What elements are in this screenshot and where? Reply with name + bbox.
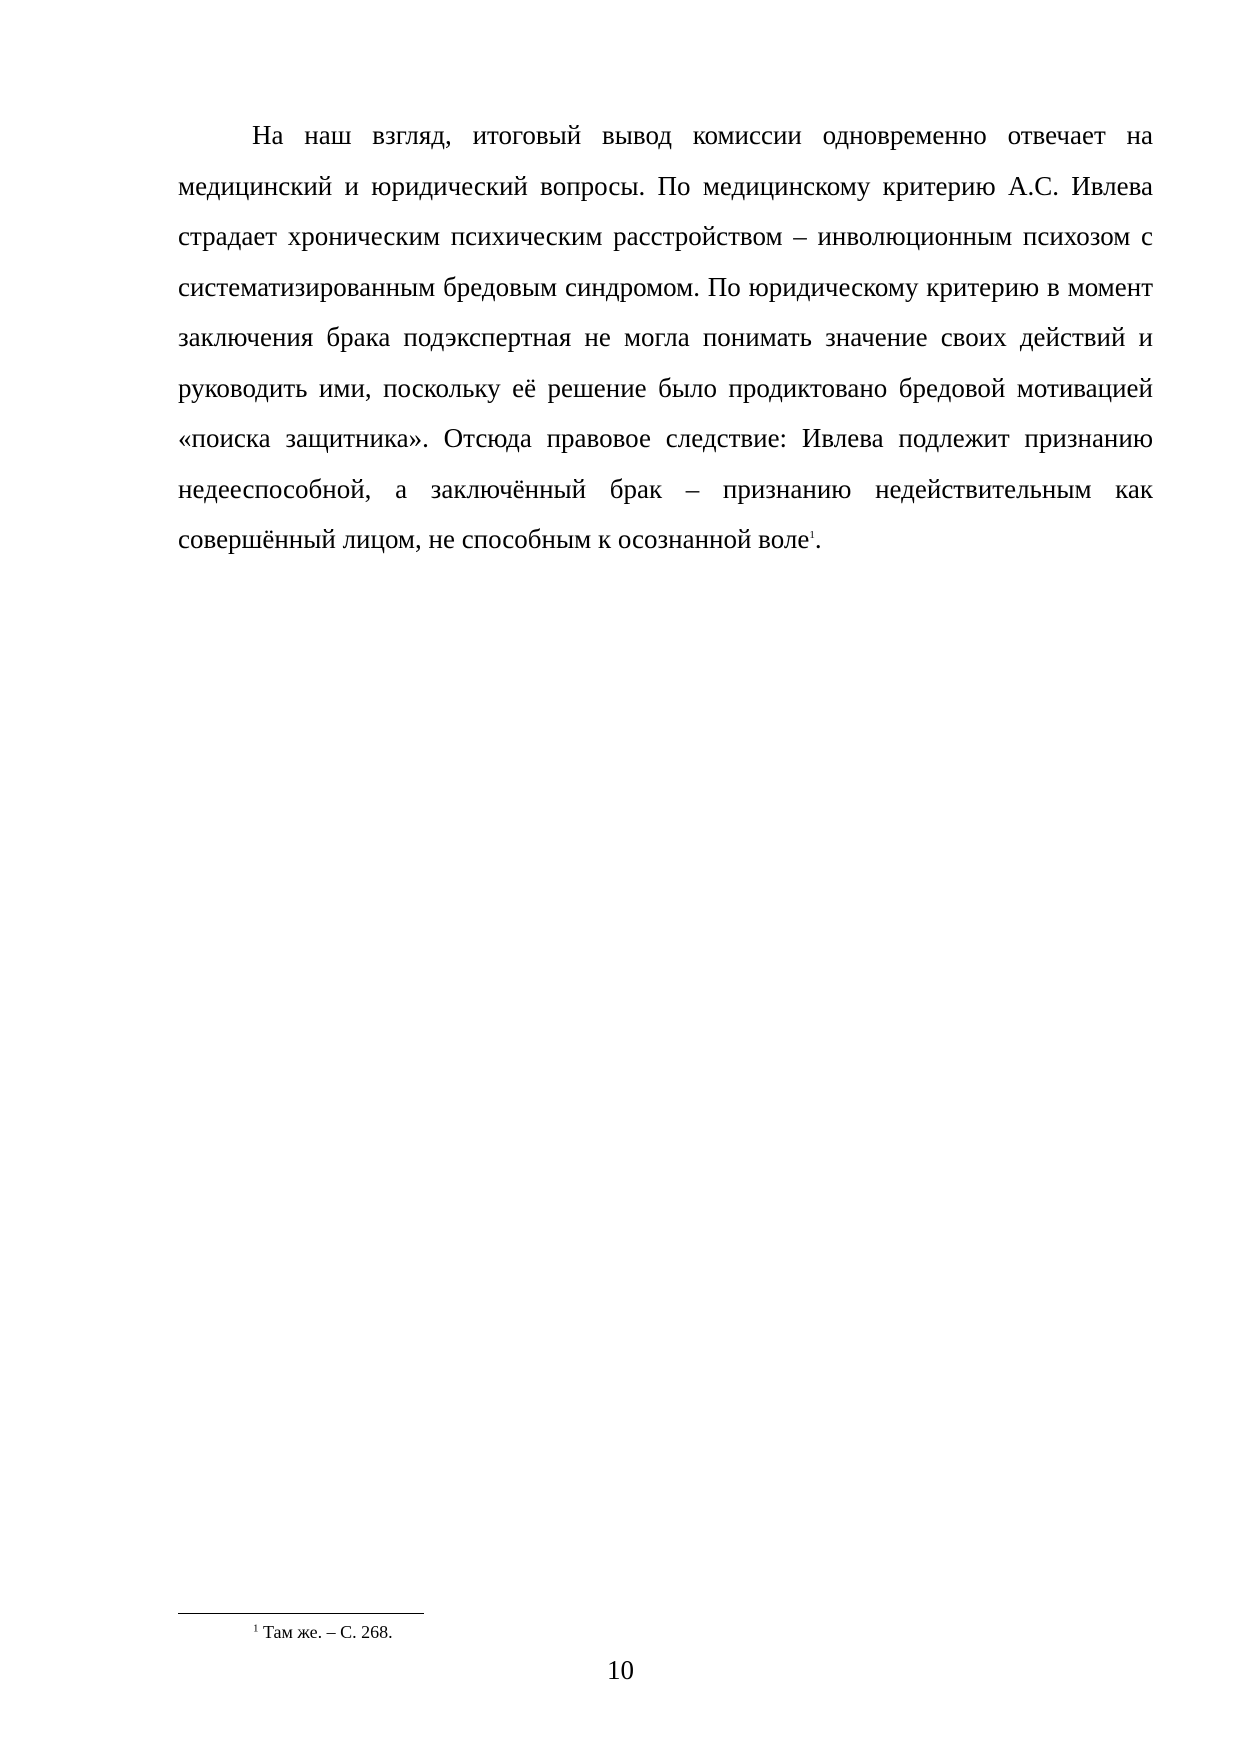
body-paragraph xyxy=(178,110,1153,565)
paragraph-text: На наш взгляд, итоговый вывод комиссии одновременно отвечает на медицинский и юридический вопросы. По медицинскому критерию А.С. Ивлева страдает хроническим психическим расстройством – инволюционным психозом с систематизированным бредовым синдромом. По юридическому критерию в момент заключения брака подэкспертная не могла понимать значение своих действий и руководить ими, поскольку её решение было продиктовано бредовой мотивацией «поиска защитника». Отсюда правовое следствие: Ивлева подлежит признанию недееспособной, а заключённый брак – признанию недействительным как совершённый лицом, не способным к осознанной воле xyxy=(178,120,1153,554)
footnote-reference[interactable]: 1 xyxy=(809,529,815,542)
footnote-number: 1 xyxy=(253,1622,259,1635)
footnote xyxy=(253,1620,393,1644)
footnote-separator xyxy=(178,1613,424,1614)
paragraph-end: . xyxy=(814,524,822,554)
footnote-text: Там же. – С. 268. xyxy=(258,1622,393,1642)
page-number: 10 xyxy=(607,1655,634,1685)
